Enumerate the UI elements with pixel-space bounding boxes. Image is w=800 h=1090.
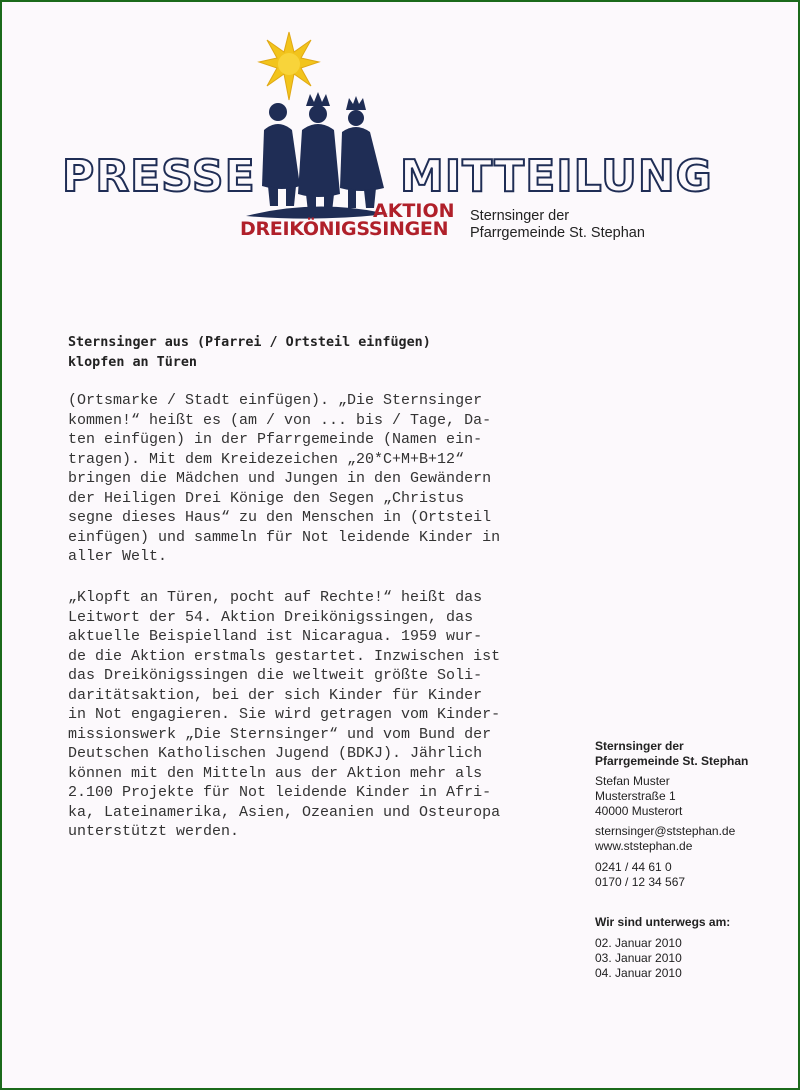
date-item: 03. Januar 2010 (595, 951, 682, 965)
text-line: können mit den Mitteln aus der Aktion mehr als (68, 764, 483, 782)
text-line: daritätsaktion, bei der sich Kinder für Kinder (68, 686, 483, 704)
text-line: das Dreikönigssingen die weltweit größte Soli- (68, 667, 483, 684)
text-line: unterstützt werden. (68, 823, 240, 840)
sidebar-org-line-2: Pfarrgemeinde St. Stephan (595, 754, 749, 768)
mobile: 0170 / 12 34 567 (595, 875, 686, 889)
date-item: 04. Januar 2010 (595, 966, 682, 980)
sidebar-org-line-1: Sternsinger der (595, 739, 684, 753)
sidebar-phones (595, 860, 795, 890)
org-line-1: Sternsinger der (470, 208, 570, 224)
sidebar-address (595, 774, 795, 819)
headline-line-2: klopfen an Türen (68, 354, 197, 370)
text-line: tragen). Mit dem Kreidezeichen „20*C+M+B+12“ (68, 450, 465, 468)
three-kings-icon (242, 90, 392, 222)
text-line: (Ortsmarke / Stadt einfügen). „Die Sternsinger (68, 392, 483, 409)
text-line: einfügen) und sammeln für Not leidende Kinder in (68, 528, 501, 546)
text-line: 2.100 Projekte für Not leidende Kinder in Afri- (68, 784, 492, 801)
city: 40000 Musterort (595, 804, 683, 818)
text-line: ka, Lateinamerika, Asien, Ozeanien und Osteuropa (68, 803, 501, 821)
brand-aktion: AKTION (373, 200, 455, 222)
text-line: segne dieses Haus“ zu den Menschen in (Ortsteil (68, 509, 492, 526)
presse-word: PRESSE (62, 151, 256, 202)
text-line: bringen die Mädchen und Jungen in den Gewändern (68, 470, 492, 487)
text-line: „Klopft an Türen, pocht auf Rechte!“ heißt das (68, 589, 483, 606)
street: Musterstraße 1 (595, 789, 676, 803)
text-line: in Not engagieren. Sie wird getragen vom Kinder- (68, 706, 501, 723)
sidebar-web (595, 824, 795, 854)
phone: 0241 / 44 61 0 (595, 860, 672, 874)
text-line: kommen!“ heißt es (am / von ... bis / Tage, Da- (68, 411, 492, 429)
website-link[interactable]: www.ststephan.de (595, 839, 693, 853)
org-line-2: Pfarrgemeinde St. Stephan (470, 225, 645, 241)
headline-line-1: Sternsinger aus (Pfarrei / Ortsteil einfügen) (68, 335, 431, 350)
text-line: Leitwort der 54. Aktion Dreikönigssingen, das (68, 608, 474, 626)
article-paragraph-2 (68, 588, 544, 842)
email-link[interactable]: sternsinger@ststephan.de (595, 824, 736, 838)
contact-name: Stefan Muster (595, 774, 670, 788)
date-item: 02. Januar 2010 (595, 936, 682, 950)
text-line: aktuelle Beispielland ist Nicaragua. 1959 wur- (68, 628, 483, 645)
sidebar-org-name (595, 739, 795, 769)
mitteilung-word: MITTEILUNG (400, 151, 713, 202)
brand-dreikoenigssingen: DREIKÖNIGSSINGEN (240, 218, 449, 240)
dates-heading-text: Wir sind unterwegs am: (595, 915, 731, 929)
text-line: aller Welt. (68, 548, 168, 565)
dates-heading (595, 915, 795, 930)
text-line: ten einfügen) in der Pfarrgemeinde (Namen ein- (68, 431, 483, 448)
text-line: Deutschen Katholischen Jugend (BDKJ). Jährlich (68, 745, 483, 762)
text-line: de die Aktion erstmals gestartet. Inzwischen ist (68, 647, 501, 665)
article-paragraph-1 (68, 391, 544, 567)
text-line: missionswerk „Die Sternsinger“ und vom Bund der (68, 725, 492, 743)
dates-list (595, 936, 795, 981)
article-headline (68, 333, 538, 372)
text-line: der Heiligen Drei Könige den Segen „Christus (68, 489, 465, 507)
